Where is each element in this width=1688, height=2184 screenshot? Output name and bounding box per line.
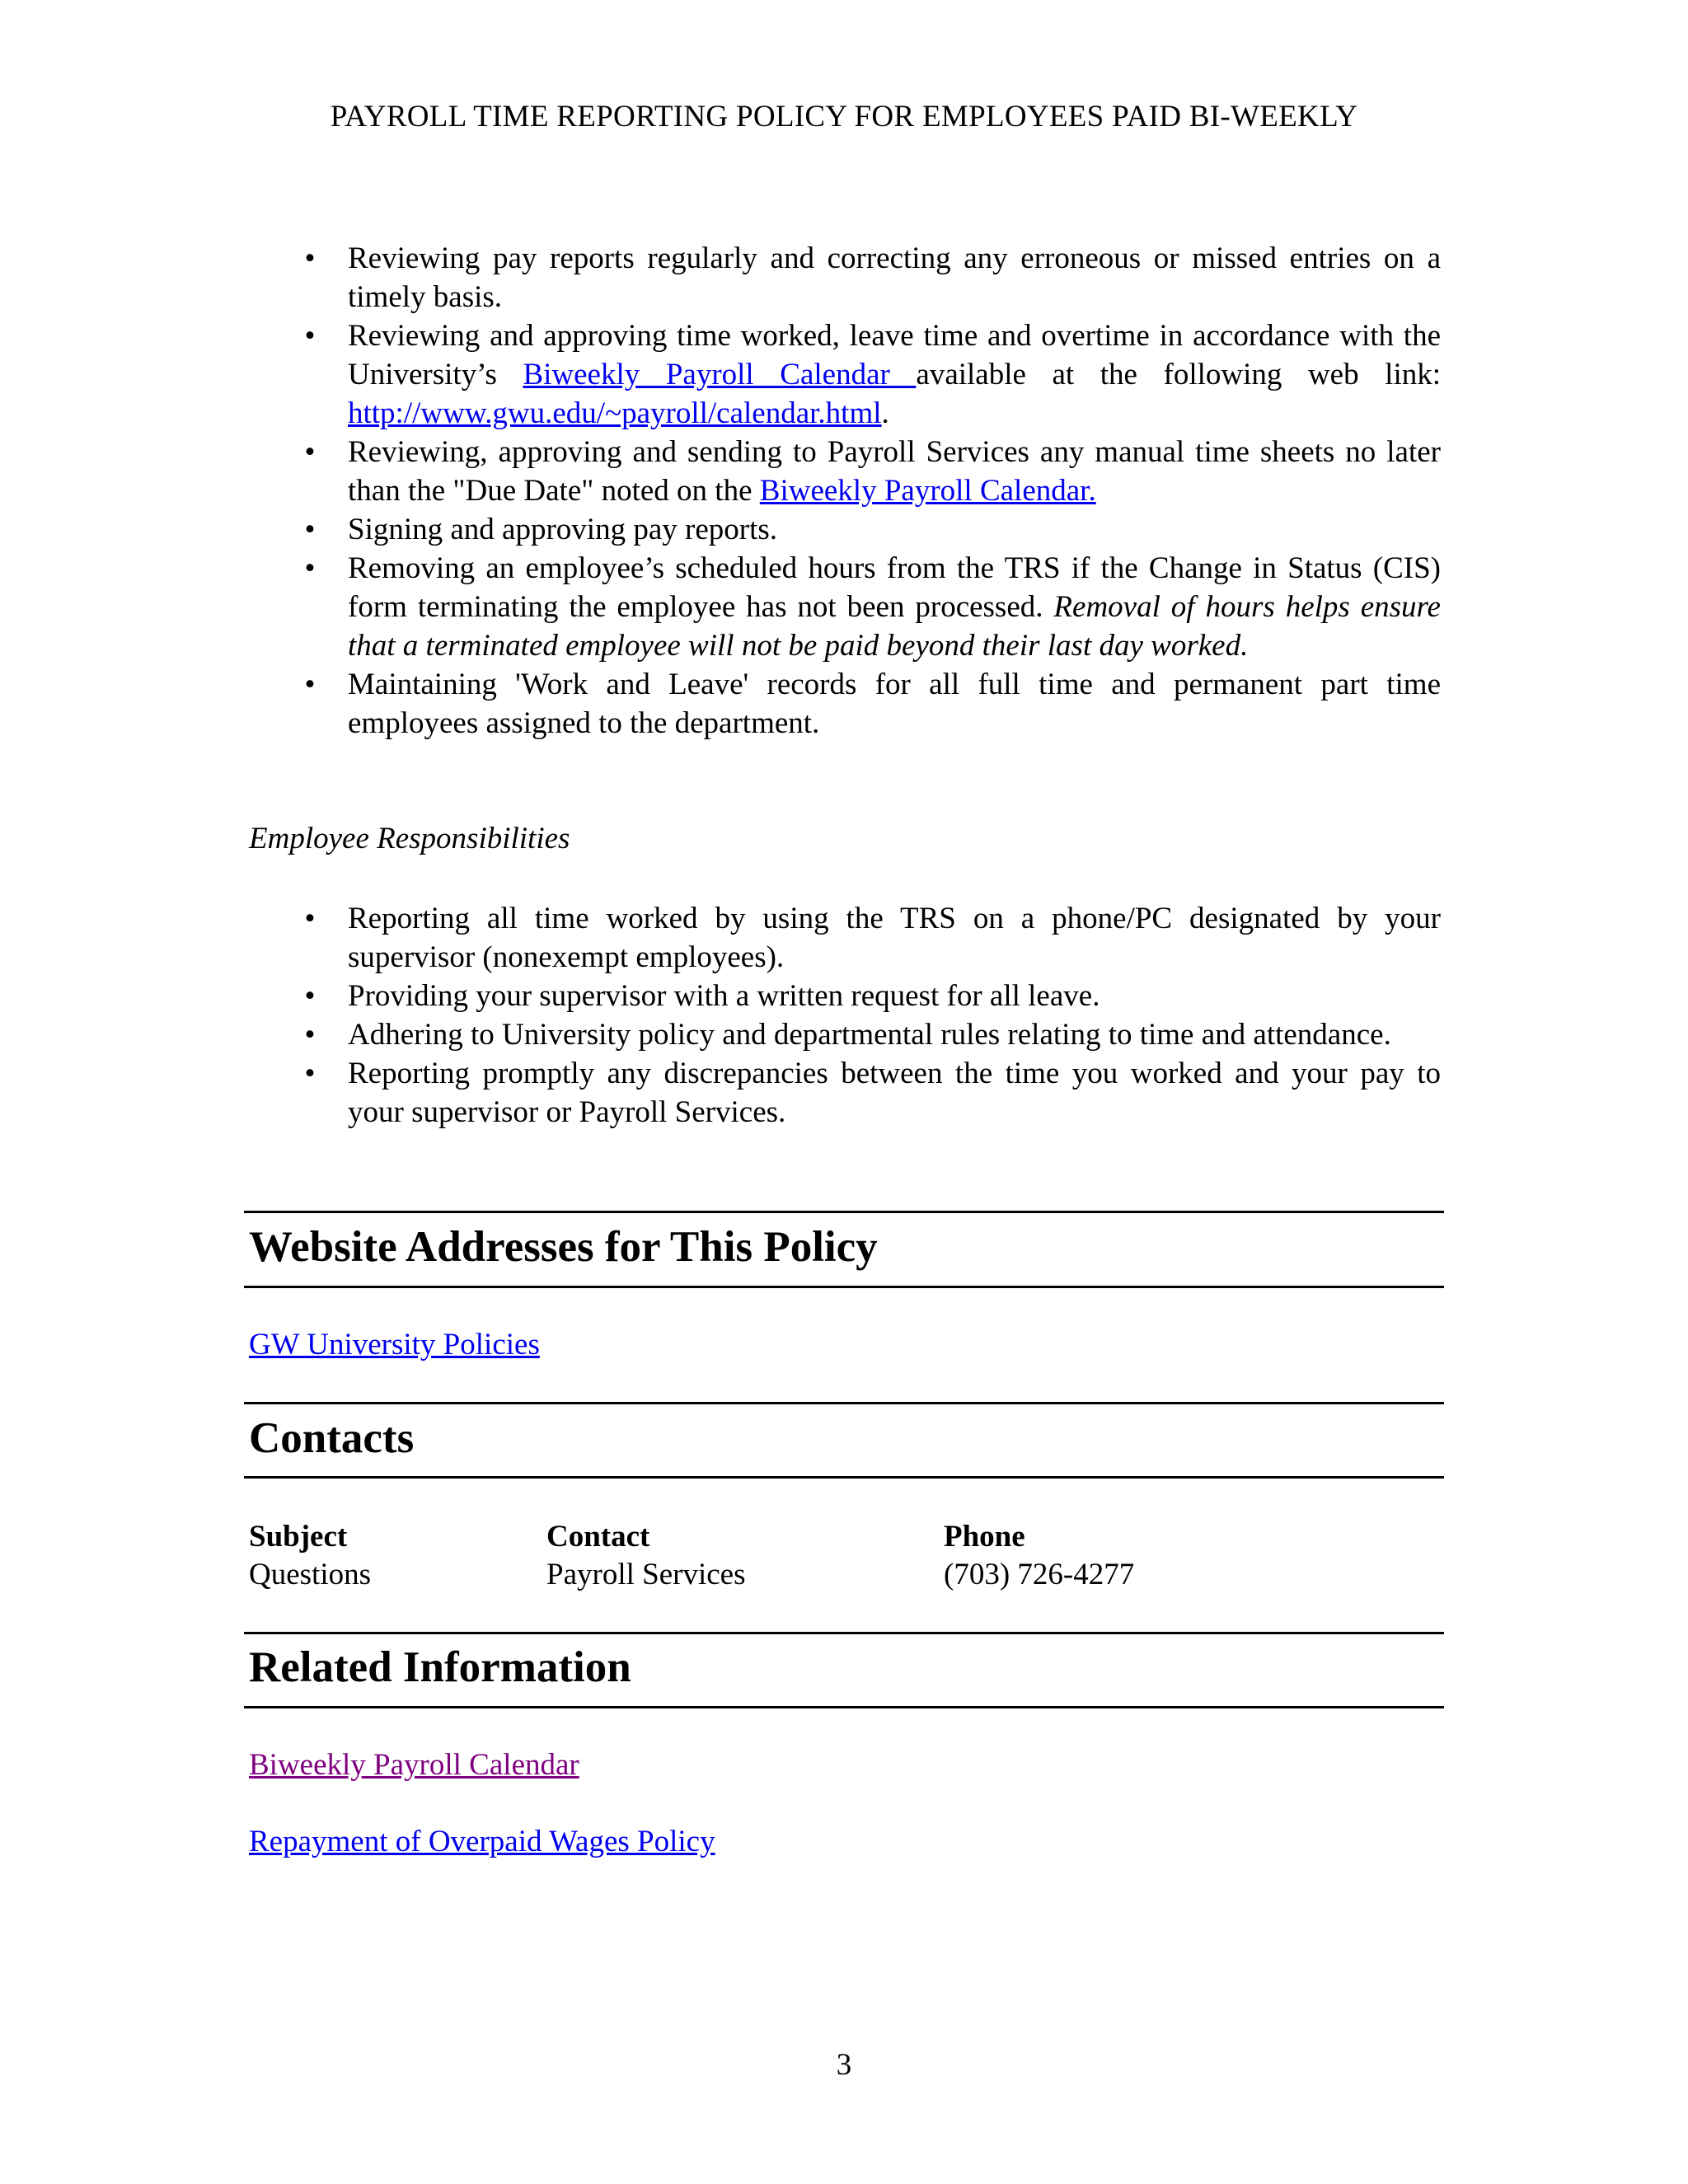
list-item-text: available at the following web link: [916,358,1442,391]
contact-column-header: Contact [546,1520,650,1554]
list-item-text: Signing and approving pay reports. [348,513,777,546]
list-item-text: Adhering to University policy and departmental rules relating to time and attendance. [348,1018,1391,1052]
section-divider [244,1706,1444,1708]
page-number: 3 [836,2048,852,2082]
list-item [304,239,1441,316]
contacts-table-header [249,1519,1403,1557]
bullet-icon: • [304,319,316,353]
bullet-icon: • [304,241,316,275]
list-item-text: Reporting promptly any discrepancies between the time you worked and your pay to your supervisor or Payroll Services. [348,1057,1441,1129]
bullet-icon: • [304,1018,316,1052]
biweekly-calendar-link[interactable]: Biweekly Payroll Calendar. [759,474,1096,508]
list-item-text: Providing your supervisor with a written request for all leave. [348,979,1100,1013]
bullet-icon: • [304,513,316,546]
bullet-icon: • [304,979,316,1013]
list-item [304,665,1441,743]
bullet-icon: • [304,902,316,935]
calendar-url-link[interactable]: http://www.gwu.edu/~payroll/calendar.html [348,396,882,430]
bullet-icon: • [304,435,316,469]
section-divider [244,1476,1444,1479]
list-item [304,549,1441,665]
period-text: . [881,396,889,430]
phone-cell: (703) 726-4277 [944,1558,1135,1591]
list-item-text: Reviewing and approving time worked, leave time and overtime in accordance with the University’s [348,319,1441,391]
employee-responsibilities-heading: Employee Responsibilities [249,822,570,855]
website-section-title: Website Addresses for This Policy [249,1223,878,1271]
related-section-title: Related Information [249,1643,631,1691]
bullet-icon: • [304,551,316,585]
list-item [304,1015,1441,1054]
list-item [304,316,1442,433]
list-item [304,1054,1441,1132]
biweekly-calendar-link[interactable]: Biweekly Payroll Calendar [523,358,917,391]
contacts-section-title: Contacts [249,1414,415,1462]
list-item-text: Maintaining 'Work and Leave' records for all full time and permanent part time employees assigned to the department. [348,668,1441,740]
list-item [304,433,1441,510]
subject-cell: Questions [249,1558,371,1591]
list-item-text: Reviewing pay reports regularly and correcting any erroneous or missed entries on a timely basis. [348,241,1441,314]
contact-cell: Payroll Services [546,1558,746,1591]
subject-column-header: Subject [249,1520,348,1554]
gw-university-policies-link[interactable]: GW University Policies [249,1328,540,1361]
list-item [304,899,1441,977]
bullet-icon: • [304,1057,316,1090]
supervisor-responsibilities-list [304,239,1442,743]
section-divider [244,1402,1444,1404]
list-item-italic-note: Removal of hours helps ensure that a terminated employee will not be paid beyond their last day worked. [348,590,1441,663]
employee-responsibilities-list [304,899,1441,1132]
repayment-overpaid-wages-link[interactable]: Repayment of Overpaid Wages Policy [249,1825,715,1858]
list-item-text: Reporting all time worked by using the TRS on a phone/PC designated by your supervisor (nonexempt employees). [348,902,1441,974]
section-divider [244,1286,1444,1288]
table-row [249,1557,1403,1595]
list-item-text: Reviewing, approving and sending to Payroll Services any manual time sheets no later than the "Due Date" noted on the [348,435,1441,508]
section-divider [244,1211,1444,1213]
phone-column-header: Phone [944,1520,1025,1554]
biweekly-payroll-calendar-link[interactable]: Biweekly Payroll Calendar [249,1748,579,1782]
list-item [304,977,1441,1015]
bullet-icon: • [304,668,316,701]
section-divider [244,1632,1444,1634]
list-item [304,510,1441,549]
page-header: PAYROLL TIME REPORTING POLICY FOR EMPLOYEES PAID BI-WEEKLY [330,100,1358,134]
list-item-text: Removing an employee’s scheduled hours from the TRS if the Change in Status (CIS) form terminating the employee has not been processed. [348,551,1441,624]
